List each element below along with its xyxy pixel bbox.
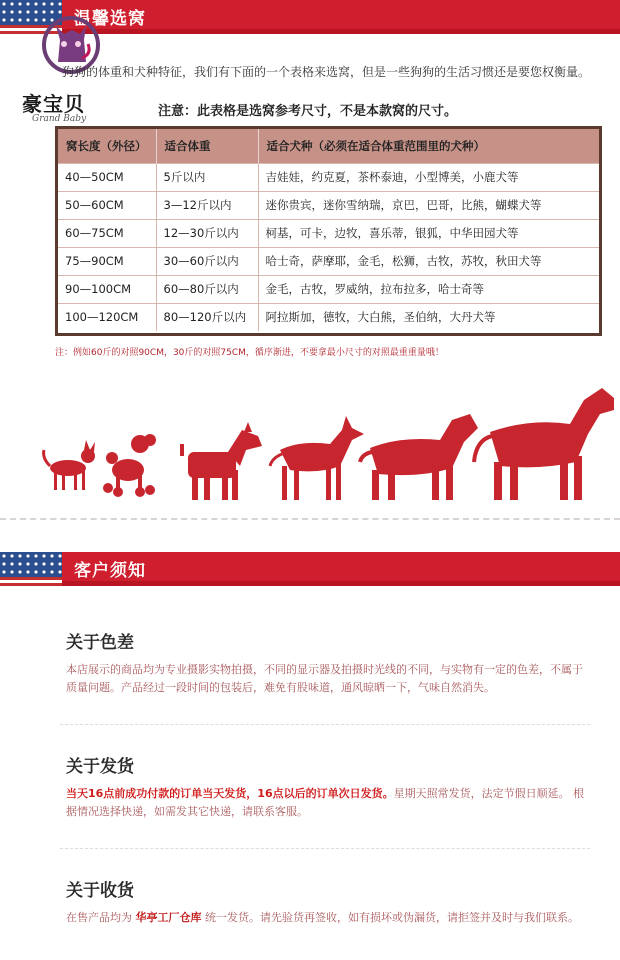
receiving-strong: 华亭工厂仓库 xyxy=(135,911,202,924)
cell-weight: 80—120斤以内 xyxy=(156,303,258,331)
flag-icon xyxy=(0,552,66,586)
notice-text: 注意：此表格是选窝参考尺寸，不是本款窝的尺寸。 xyxy=(158,104,458,119)
divider xyxy=(60,848,590,849)
shipping-text: 星期天照常发货，法定节假日顺延。 根据情况选择快递，如需发其它快递，请联系客服。 xyxy=(66,787,585,818)
cell-weight: 60—80斤以内 xyxy=(156,275,258,303)
cell-breeds: 哈士奇，萨摩耶，金毛，松狮，古牧，苏牧，秋田犬等 xyxy=(258,247,599,275)
cell-weight: 12—30斤以内 xyxy=(156,219,258,247)
heading-color-diff: 关于色差 xyxy=(66,633,134,653)
dog-silhouettes xyxy=(0,370,620,510)
section-title: 客户须知 xyxy=(74,561,146,581)
table-row xyxy=(58,163,599,191)
cell-breeds: 阿拉斯加，德牧，大白熊，圣伯纳，大丹犬等 xyxy=(258,303,599,331)
cell-weight: 30—60斤以内 xyxy=(156,247,258,275)
intro-text: 狗狗的体重和犬种特征，我们有下面的一个表格来选窝，但是一些狗狗的生活习惯还是要您权衡量。 xyxy=(62,65,591,79)
table-row xyxy=(58,303,599,331)
logo-brand-en: Grand Baby xyxy=(32,114,87,124)
logo-brand-cn: 豪宝贝 xyxy=(22,92,85,116)
text-color-diff: 本店展示的商品均为专业摄影实物拍摄，不同的显示器及拍摄时光线的不同，与实物有一定的色差，不属于质量问题。产品经过一段时间的包装后，难免有股味道，通风晾晒一下，气味自然消失。 xyxy=(66,663,583,694)
header-breeds: 适合犬种（必须在适合体重范围里的犬种） xyxy=(258,129,599,163)
header-weight: 适合体重 xyxy=(156,129,258,163)
table-row xyxy=(58,191,599,219)
heading-receiving: 关于收货 xyxy=(66,881,134,901)
dog-mastiff-icon xyxy=(360,414,478,500)
cell-weight: 5斤以内 xyxy=(156,163,258,191)
cell-breeds: 迷你贵宾，迷你雪纳瑞，京巴，巴哥，比熊，蝴蝶犬等 xyxy=(258,191,599,219)
dog-doberman-icon xyxy=(270,416,364,500)
size-table xyxy=(55,126,602,336)
cell-length: 100—120CM xyxy=(58,303,156,331)
heading-shipping: 关于发货 xyxy=(66,757,134,777)
info-color-diff xyxy=(66,628,586,697)
table-row xyxy=(58,247,599,275)
dog-great-dane-icon xyxy=(474,388,614,500)
receiving-text-a: 在售产品均为 xyxy=(66,911,132,924)
shipping-strong: 当天16点前成功付款的订单当天发货，16点以后的订单次日发货。 xyxy=(66,787,394,800)
dog-poodle-icon xyxy=(103,434,156,497)
table-row xyxy=(58,219,599,247)
header-length: 窝长度（外径） xyxy=(58,129,156,163)
cell-breeds: 金毛，古牧，罗威纳，拉布拉多，哈士奇等 xyxy=(258,275,599,303)
cell-weight: 3—12斤以内 xyxy=(156,191,258,219)
table-footnote: 注：例如60斤的对照90CM，30斤的对照75CM，循序渐进，不要拿最小尺寸的对照最重重量哦！ xyxy=(55,348,444,358)
cell-length: 60—75CM xyxy=(58,219,156,247)
dog-chihuahua-icon xyxy=(44,440,95,490)
cell-breeds: 柯基，可卡，边牧，喜乐蒂，银狐，中华田园犬等 xyxy=(258,219,599,247)
table-header-row xyxy=(58,129,599,163)
info-receiving xyxy=(66,876,586,927)
divider xyxy=(0,518,620,520)
cell-length: 75—90CM xyxy=(58,247,156,275)
section-banner-notice xyxy=(0,552,620,586)
cell-breeds: 吉娃娃，约克夏，茶杯泰迪，小型博美，小鹿犬等 xyxy=(258,163,599,191)
divider xyxy=(60,724,590,725)
dog-schnauzer-icon xyxy=(180,422,262,500)
info-shipping xyxy=(66,752,586,821)
table-row xyxy=(58,275,599,303)
cell-length: 90—100CM xyxy=(58,275,156,303)
cell-length: 40—50CM xyxy=(58,163,156,191)
cell-length: 50—60CM xyxy=(58,191,156,219)
receiving-text-b: 统一发货。请先验货再签收，如有损坏或伪漏货，请拒签并及时与我们联系。 xyxy=(201,911,579,924)
section-title: 温馨选窝 xyxy=(74,9,146,29)
